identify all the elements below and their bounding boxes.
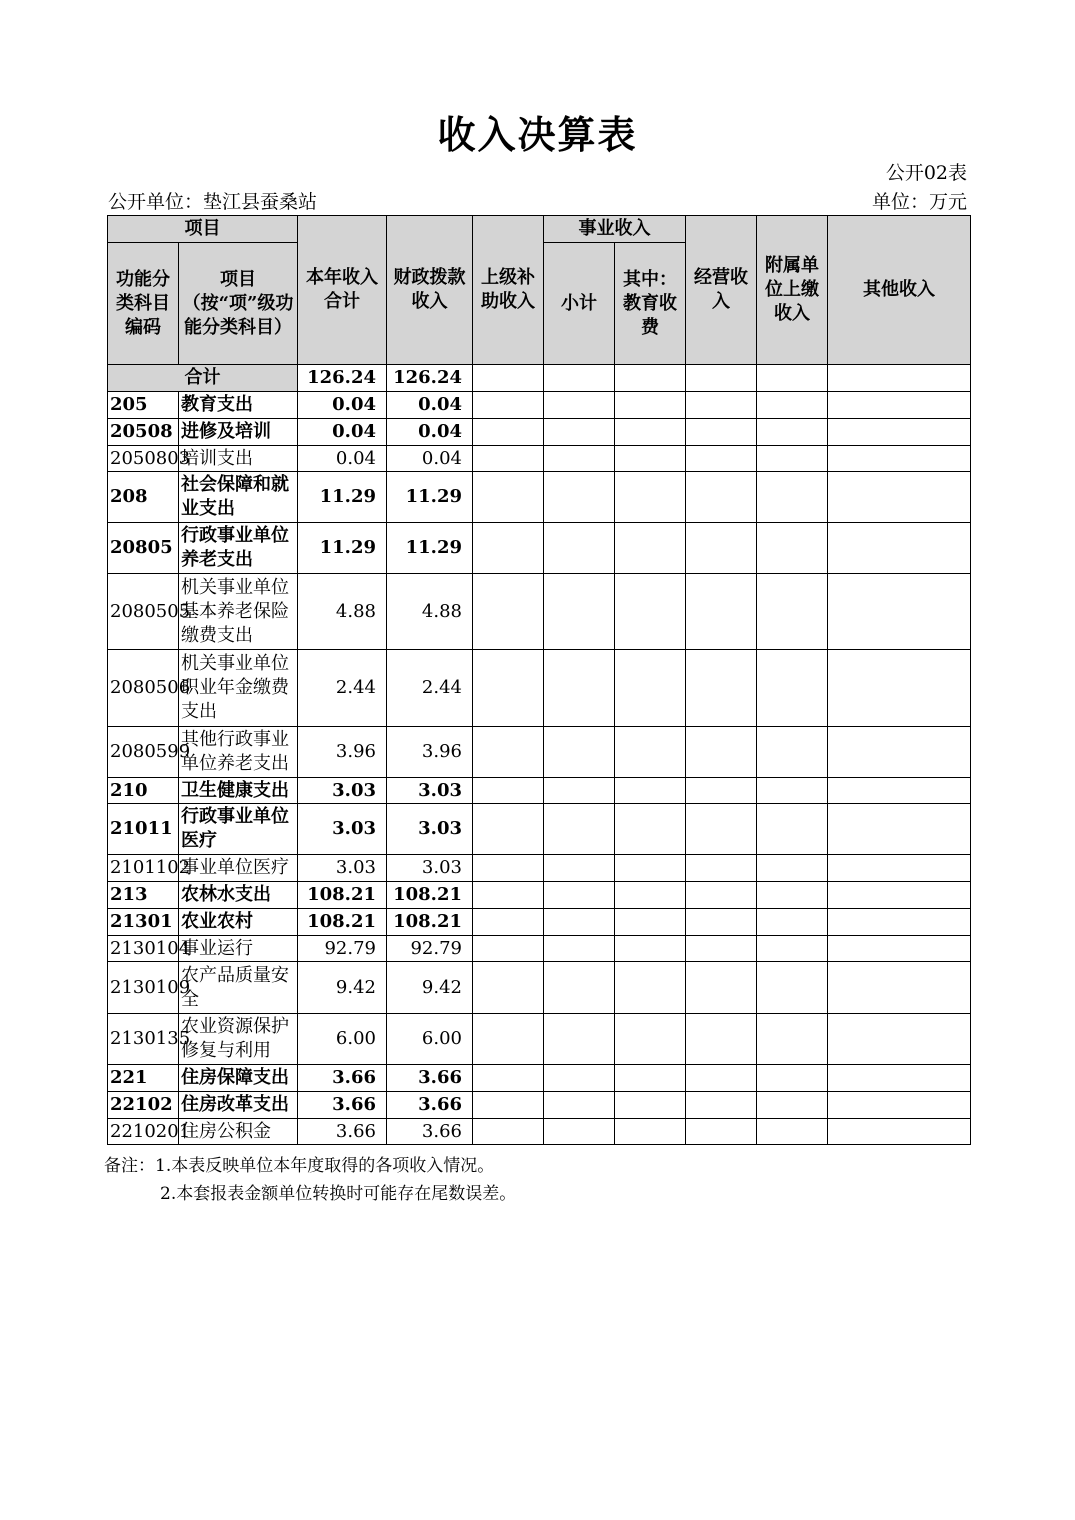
- empty-cell: [615, 882, 686, 909]
- header-education: 其中：教育收费: [615, 243, 686, 365]
- row-name: 机关事业单位职业年金缴费支出: [179, 650, 298, 727]
- empty-cell: [757, 882, 828, 909]
- empty-cell: [828, 936, 971, 962]
- empty-cell: [686, 446, 757, 472]
- row-total: 9.42: [298, 962, 387, 1014]
- row-code: 2080599: [108, 727, 179, 778]
- empty-cell: [686, 936, 757, 962]
- empty-cell: [473, 419, 544, 446]
- empty-cell: [544, 392, 615, 419]
- empty-cell: [686, 574, 757, 650]
- header-total: 本年收入合计: [298, 216, 387, 365]
- table-row: [108, 419, 971, 446]
- row-code: 2130109: [108, 962, 179, 1014]
- empty-cell: [686, 472, 757, 523]
- empty-cell: [544, 574, 615, 650]
- empty-cell: [686, 727, 757, 778]
- empty-cell: [686, 882, 757, 909]
- row-fiscal: 2.44: [387, 650, 473, 727]
- table-row: [108, 727, 971, 778]
- empty-cell: [757, 727, 828, 778]
- header-project: 项目: [108, 216, 298, 243]
- total-fiscal: 126.24: [387, 365, 473, 392]
- table-row: [108, 909, 971, 936]
- empty-cell: [473, 727, 544, 778]
- empty-cell: [757, 392, 828, 419]
- row-fiscal: 3.03: [387, 778, 473, 804]
- row-total: 0.04: [298, 419, 387, 446]
- empty-cell: [828, 778, 971, 804]
- row-total: 3.66: [298, 1065, 387, 1092]
- empty-cell: [757, 523, 828, 574]
- empty-cell: [544, 650, 615, 727]
- empty-cell: [473, 778, 544, 804]
- row-code: 221: [108, 1065, 179, 1092]
- empty-cell: [473, 909, 544, 936]
- row-fiscal: 3.66: [387, 1065, 473, 1092]
- row-name: 社会保障和就业支出: [179, 472, 298, 523]
- row-name: 农业农村: [179, 909, 298, 936]
- row-total: 11.29: [298, 472, 387, 523]
- empty-cell: [686, 650, 757, 727]
- notes: [104, 1152, 516, 1208]
- header-affiliated: 附属单位上缴收入: [757, 216, 828, 365]
- empty-cell: [828, 650, 971, 727]
- row-name: 进修及培训: [179, 419, 298, 446]
- row-total: 3.03: [298, 804, 387, 855]
- empty-cell: [615, 855, 686, 882]
- row-name: 行政事业单位养老支出: [179, 523, 298, 574]
- empty-cell: [828, 392, 971, 419]
- empty-cell: [544, 804, 615, 855]
- empty-cell: [615, 936, 686, 962]
- empty-cell: [473, 1119, 544, 1145]
- empty-cell: [473, 446, 544, 472]
- table-row: [108, 446, 971, 472]
- empty-cell: [757, 1119, 828, 1145]
- row-name: 农产品质量安全: [179, 962, 298, 1014]
- empty-cell: [473, 650, 544, 727]
- empty-cell: [544, 1065, 615, 1092]
- empty-cell: [615, 778, 686, 804]
- row-total: 108.21: [298, 909, 387, 936]
- row-total: 0.04: [298, 392, 387, 419]
- empty-cell: [473, 962, 544, 1014]
- empty-cell: [615, 1014, 686, 1065]
- row-total: 3.03: [298, 778, 387, 804]
- empty-cell: [828, 523, 971, 574]
- total-label: 合计: [108, 365, 298, 392]
- header-subtotal: 小计: [544, 243, 615, 365]
- table-row: [108, 1014, 971, 1065]
- empty-cell: [828, 1119, 971, 1145]
- row-code: 208: [108, 472, 179, 523]
- empty-cell: [544, 909, 615, 936]
- header-operating: 经营收入: [686, 216, 757, 365]
- empty-cell: [686, 962, 757, 1014]
- empty-cell: [473, 936, 544, 962]
- empty-cell: [828, 962, 971, 1014]
- empty-cell: [544, 1119, 615, 1145]
- income-table: [107, 215, 971, 1145]
- empty-cell: [686, 1014, 757, 1065]
- row-fiscal: 3.96: [387, 727, 473, 778]
- empty-cell: [544, 1092, 615, 1119]
- empty-cell: [544, 778, 615, 804]
- empty-cell: [544, 727, 615, 778]
- header-other: 其他收入: [828, 216, 971, 365]
- row-total: 6.00: [298, 1014, 387, 1065]
- empty-cell: [757, 855, 828, 882]
- empty-cell: [757, 1092, 828, 1119]
- row-code: 2080506: [108, 650, 179, 727]
- row-name: 农林水支出: [179, 882, 298, 909]
- row-total: 108.21: [298, 882, 387, 909]
- empty-cell: [615, 523, 686, 574]
- empty-cell: [686, 909, 757, 936]
- empty-cell: [757, 962, 828, 1014]
- page-title: 收入决算表: [437, 112, 638, 157]
- empty-cell: [615, 446, 686, 472]
- empty-cell: [757, 650, 828, 727]
- empty-cell: [544, 446, 615, 472]
- header-code: 功能分类科目编码: [108, 243, 179, 365]
- row-code: 20805: [108, 523, 179, 574]
- row-name: 教育支出: [179, 392, 298, 419]
- empty-cell: [615, 650, 686, 727]
- row-code: 2130135: [108, 1014, 179, 1065]
- row-fiscal: 6.00: [387, 1014, 473, 1065]
- row-name: 农业资源保护修复与利用: [179, 1014, 298, 1065]
- empty-cell: [686, 1119, 757, 1145]
- row-name: 事业单位医疗: [179, 855, 298, 882]
- empty-cell: [757, 909, 828, 936]
- empty-cell: [828, 855, 971, 882]
- empty-cell: [757, 472, 828, 523]
- row-code: 2210201: [108, 1119, 179, 1145]
- empty-cell: [615, 574, 686, 650]
- empty-cell: [757, 446, 828, 472]
- empty-cell: [757, 804, 828, 855]
- row-code: 20508: [108, 419, 179, 446]
- row-total: 0.04: [298, 446, 387, 472]
- row-name: 卫生健康支出: [179, 778, 298, 804]
- empty-cell: [828, 1065, 971, 1092]
- empty-cell: [544, 419, 615, 446]
- empty-cell: [828, 446, 971, 472]
- row-fiscal: 3.66: [387, 1119, 473, 1145]
- empty-cell: [757, 574, 828, 650]
- row-name: 机关事业单位基本养老保险缴费支出: [179, 574, 298, 650]
- empty-cell: [544, 882, 615, 909]
- empty-cell: [615, 909, 686, 936]
- empty-cell: [473, 1065, 544, 1092]
- row-name: 行政事业单位医疗: [179, 804, 298, 855]
- empty-cell: [686, 392, 757, 419]
- row-total: 4.88: [298, 574, 387, 650]
- empty-cell: [544, 855, 615, 882]
- empty-cell: [828, 727, 971, 778]
- total-row: [108, 365, 971, 392]
- empty-cell: [473, 804, 544, 855]
- total-total: 126.24: [298, 365, 387, 392]
- row-total: 3.66: [298, 1119, 387, 1145]
- row-fiscal: 92.79: [387, 936, 473, 962]
- empty-cell: [828, 804, 971, 855]
- row-fiscal: 3.66: [387, 1092, 473, 1119]
- empty-cell: [686, 523, 757, 574]
- note-1: 备注：1.本表反映单位本年度取得的各项收入情况。: [104, 1156, 495, 1176]
- row-name: 住房公积金: [179, 1119, 298, 1145]
- row-name: 事业运行: [179, 936, 298, 962]
- empty-cell: [828, 574, 971, 650]
- currency-unit: 单位：万元: [871, 191, 967, 213]
- table-row: [108, 523, 971, 574]
- row-total: 3.03: [298, 855, 387, 882]
- empty-cell: [615, 962, 686, 1014]
- row-fiscal: 108.21: [387, 882, 473, 909]
- row-fiscal: 3.03: [387, 804, 473, 855]
- empty-cell: [686, 778, 757, 804]
- table-row: [108, 650, 971, 727]
- row-fiscal: 9.42: [387, 962, 473, 1014]
- empty-cell: [757, 778, 828, 804]
- row-fiscal: 4.88: [387, 574, 473, 650]
- row-name: 住房保障支出: [179, 1065, 298, 1092]
- row-code: 210: [108, 778, 179, 804]
- row-name: 其他行政事业单位养老支出: [179, 727, 298, 778]
- empty-cell: [615, 804, 686, 855]
- empty-cell: [828, 909, 971, 936]
- table-row: [108, 936, 971, 962]
- header-name: 项目（按“项”级功能分类科目）: [179, 243, 298, 365]
- empty-cell: [615, 472, 686, 523]
- row-fiscal: 11.29: [387, 523, 473, 574]
- empty-cell: [757, 936, 828, 962]
- empty-cell: [615, 392, 686, 419]
- empty-cell: [828, 1092, 971, 1119]
- header-fiscal: 财政拨款收入: [387, 216, 473, 365]
- empty-cell: [757, 419, 828, 446]
- empty-cell: [686, 419, 757, 446]
- table-row: [108, 1119, 971, 1145]
- empty-cell: [686, 804, 757, 855]
- row-fiscal: 0.04: [387, 446, 473, 472]
- empty-cell: [686, 1092, 757, 1119]
- table-row: [108, 1065, 971, 1092]
- empty-cell: [757, 1065, 828, 1092]
- row-code: 2130104: [108, 936, 179, 962]
- row-code: 213: [108, 882, 179, 909]
- row-fiscal: 11.29: [387, 472, 473, 523]
- reporting-unit: 公开单位：垫江县蚕桑站: [108, 191, 318, 213]
- empty-cell: [615, 419, 686, 446]
- empty-cell: [473, 523, 544, 574]
- row-fiscal: 108.21: [387, 909, 473, 936]
- empty-cell: [828, 1014, 971, 1065]
- empty-cell: [473, 574, 544, 650]
- table-row: [108, 962, 971, 1014]
- row-code: 21011: [108, 804, 179, 855]
- table-row: [108, 574, 971, 650]
- empty-cell: [544, 523, 615, 574]
- empty-cell: [544, 936, 615, 962]
- table-row: [108, 1092, 971, 1119]
- empty-cell: [473, 1092, 544, 1119]
- note-2: 2.本套报表金额单位转换时可能存在尾数误差。: [160, 1184, 517, 1204]
- empty-cell: [615, 1065, 686, 1092]
- form-number: 公开02表: [885, 162, 967, 184]
- empty-cell: [544, 1014, 615, 1065]
- empty-cell: [473, 855, 544, 882]
- row-total: 2.44: [298, 650, 387, 727]
- row-code: 21301: [108, 909, 179, 936]
- empty-cell: [686, 1065, 757, 1092]
- empty-cell: [473, 1014, 544, 1065]
- row-name: 培训支出: [179, 446, 298, 472]
- empty-cell: [828, 472, 971, 523]
- empty-cell: [615, 727, 686, 778]
- row-fiscal: 3.03: [387, 855, 473, 882]
- header-business: 事业收入: [544, 216, 686, 243]
- row-total: 11.29: [298, 523, 387, 574]
- row-code: 2080505: [108, 574, 179, 650]
- empty-cell: [473, 392, 544, 419]
- row-total: 3.96: [298, 727, 387, 778]
- row-total: 92.79: [298, 936, 387, 962]
- empty-cell: [544, 472, 615, 523]
- empty-cell: [828, 419, 971, 446]
- row-fiscal: 0.04: [387, 392, 473, 419]
- row-code: 22102: [108, 1092, 179, 1119]
- table-row: [108, 804, 971, 855]
- empty-cell: [473, 882, 544, 909]
- row-code: 2101102: [108, 855, 179, 882]
- table-row: [108, 882, 971, 909]
- empty-cell: [473, 472, 544, 523]
- row-code: 2050803: [108, 446, 179, 472]
- table-row: [108, 778, 971, 804]
- table-row: [108, 392, 971, 419]
- empty-cell: [615, 1119, 686, 1145]
- empty-cell: [544, 962, 615, 1014]
- header-superior: 上级补助收入: [473, 216, 544, 365]
- row-code: 205: [108, 392, 179, 419]
- row-total: 3.66: [298, 1092, 387, 1119]
- table-row: [108, 855, 971, 882]
- empty-cell: [757, 1014, 828, 1065]
- row-name: 住房改革支出: [179, 1092, 298, 1119]
- empty-cell: [828, 882, 971, 909]
- table-row: [108, 472, 971, 523]
- empty-cell: [615, 1092, 686, 1119]
- empty-cell: [686, 855, 757, 882]
- row-fiscal: 0.04: [387, 419, 473, 446]
